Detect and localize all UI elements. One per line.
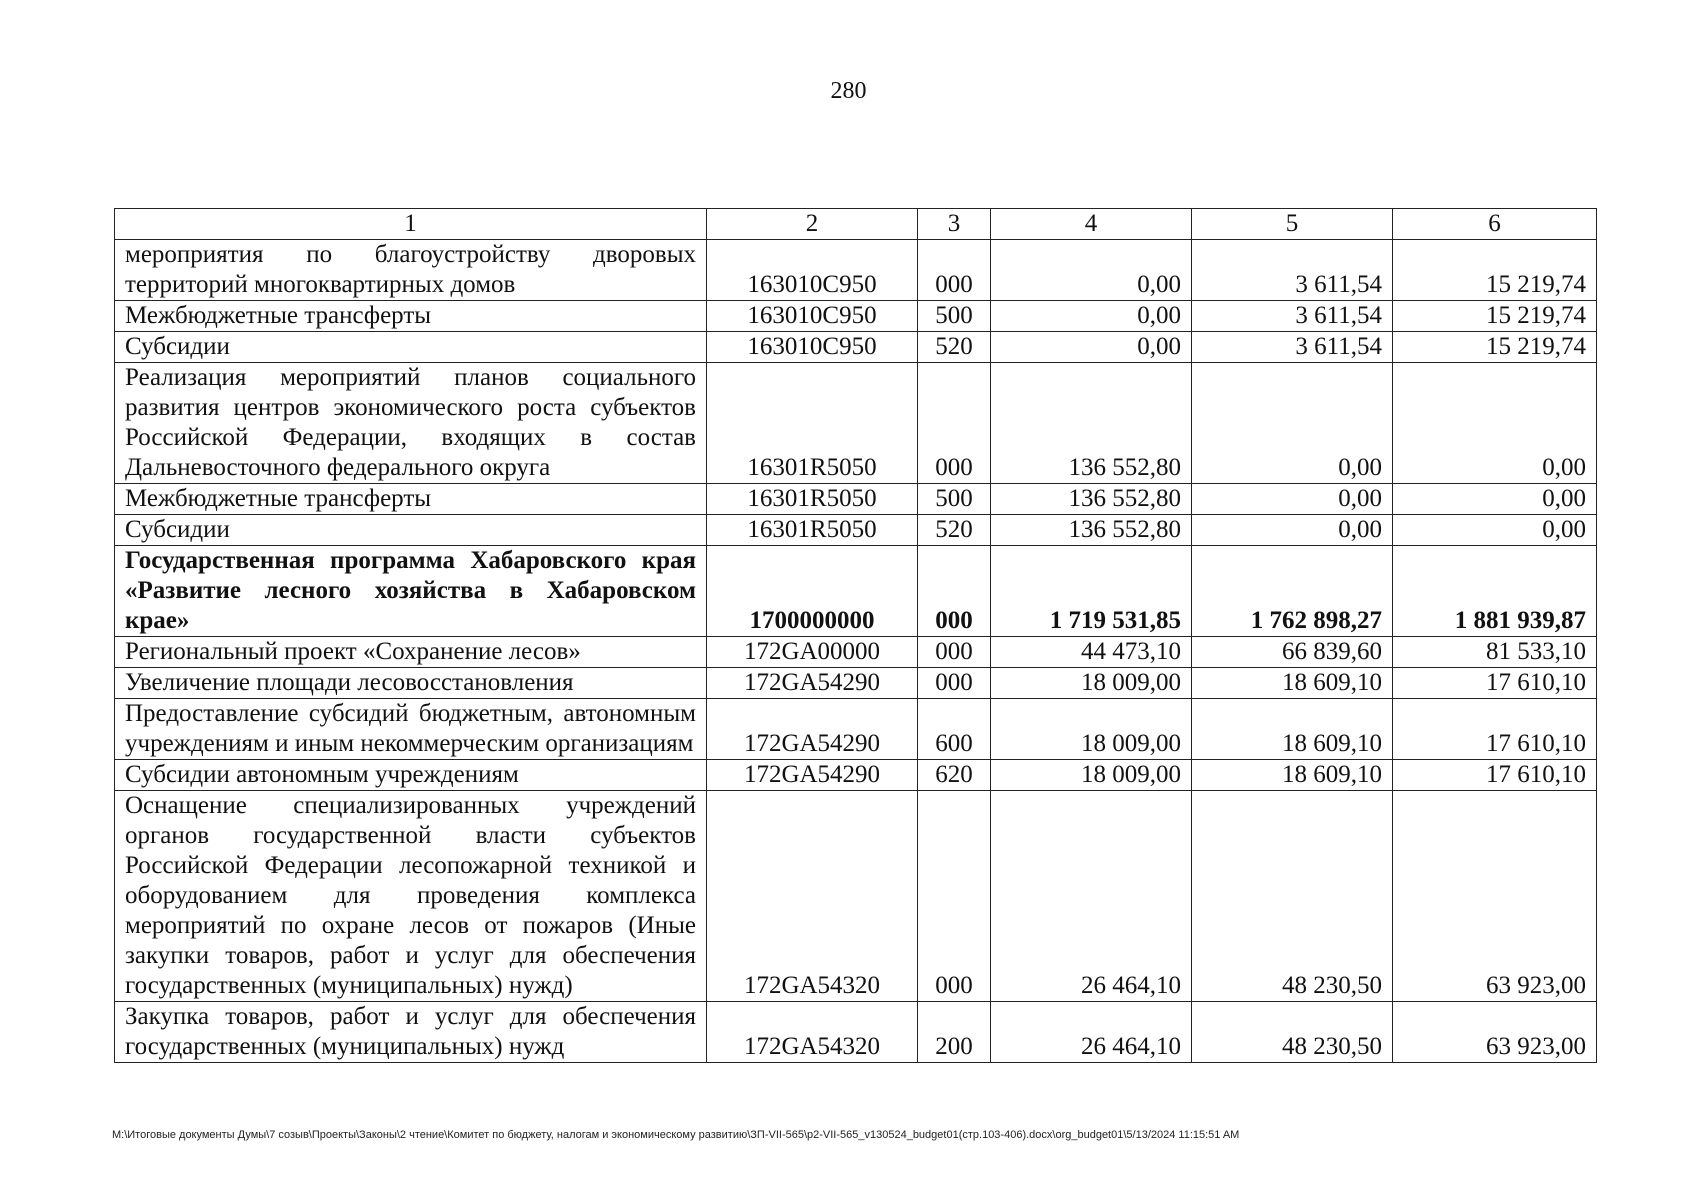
header-row <box>115 209 1597 240</box>
table-row <box>115 240 1597 301</box>
row-name-cell: Субсидии автономным учреждениям <box>115 760 707 791</box>
amount-col5-cell: 18 609,10 <box>1192 760 1393 791</box>
table-row <box>115 699 1597 760</box>
amount-col6-cell: 15 219,74 <box>1393 240 1597 301</box>
amount-col5-cell: 3 611,54 <box>1192 240 1393 301</box>
target-code-cell: 1700000000 <box>707 546 918 637</box>
amount-col5-cell: 0,00 <box>1192 363 1393 484</box>
table-row <box>115 760 1597 791</box>
target-code-cell: 163010С950 <box>707 301 918 332</box>
target-code-cell: 172GA54290 <box>707 668 918 699</box>
table-row <box>115 791 1597 1002</box>
row-name-cell: Реализация мероприятий планов социального развития центров экономического роста субъектов Российской Федерации, входящих в состав Дальневосточного федерального округа <box>115 363 707 484</box>
amount-col5-cell: 0,00 <box>1192 515 1393 546</box>
amount-col6-cell: 1 881 939,87 <box>1393 546 1597 637</box>
footer-path: M:\Итоговые документы Думы\7 созыв\Проекты\Законы\2 чтение\Комитет по бюджету, налогам и экономическому развитию\ЗП-VII-565\р2-VII-565_v130524_budget01(стр.103-406).docx\org_budget01\5/13/2024 11:15:51 AM <box>112 1129 1240 1141</box>
row-name-cell: мероприятия по благоустройству дворовых территорий многоквартирных домов <box>115 240 707 301</box>
row-name-cell: Оснащение специализированных учреждений органов государственной власти субъектов Российской Федерации лесопожарной техникой и оборудованием для проведения комплекса мероприятий по охране лесов от пожаров (Иные закупки товаров, работ и услуг для обеспечения государственных (муниципальных) нужд) <box>115 791 707 1002</box>
amount-col6-cell: 0,00 <box>1393 363 1597 484</box>
amount-col4-cell: 26 464,10 <box>991 1002 1192 1063</box>
target-code-cell: 16301R5050 <box>707 515 918 546</box>
expense-type-cell: 620 <box>918 760 991 791</box>
table-row <box>115 637 1597 668</box>
amount-col6-cell: 63 923,00 <box>1393 1002 1597 1063</box>
expense-type-cell: 520 <box>918 332 991 363</box>
amount-col5-cell: 1 762 898,27 <box>1192 546 1393 637</box>
expense-type-cell: 000 <box>918 637 991 668</box>
amount-col5-cell: 0,00 <box>1192 484 1393 515</box>
table-row <box>115 546 1597 637</box>
amount-col6-cell: 17 610,10 <box>1393 760 1597 791</box>
target-code-cell: 172GA00000 <box>707 637 918 668</box>
table-row <box>115 332 1597 363</box>
amount-col5-cell: 18 609,10 <box>1192 699 1393 760</box>
page-number: 280 <box>830 78 867 104</box>
amount-col4-cell: 18 009,00 <box>991 699 1192 760</box>
header-cell: 5 <box>1192 209 1393 240</box>
amount-col6-cell: 0,00 <box>1393 515 1597 546</box>
amount-col6-cell: 15 219,74 <box>1393 332 1597 363</box>
amount-col4-cell: 44 473,10 <box>991 637 1192 668</box>
amount-col6-cell: 17 610,10 <box>1393 699 1597 760</box>
target-code-cell: 172GA54320 <box>707 791 918 1002</box>
table-body <box>115 240 1597 1063</box>
amount-col4-cell: 18 009,00 <box>991 668 1192 699</box>
header-cell: 3 <box>918 209 991 240</box>
row-name-cell: Межбюджетные трансферты <box>115 301 707 332</box>
table-row <box>115 1002 1597 1063</box>
target-code-cell: 16301R5050 <box>707 363 918 484</box>
expense-type-cell: 000 <box>918 363 991 484</box>
amount-col4-cell: 26 464,10 <box>991 791 1192 1002</box>
amount-col6-cell: 81 533,10 <box>1393 637 1597 668</box>
expense-type-cell: 520 <box>918 515 991 546</box>
amount-col4-cell: 136 552,80 <box>991 484 1192 515</box>
target-code-cell: 16301R5050 <box>707 484 918 515</box>
amount-col6-cell: 15 219,74 <box>1393 301 1597 332</box>
target-code-cell: 172GA54290 <box>707 760 918 791</box>
expense-type-cell: 200 <box>918 1002 991 1063</box>
target-code-cell: 172GA54290 <box>707 699 918 760</box>
amount-col4-cell: 136 552,80 <box>991 363 1192 484</box>
header-cell: 1 <box>115 209 707 240</box>
expense-type-cell: 000 <box>918 546 991 637</box>
row-name-cell: Предоставление субсидий бюджетным, автономным учреждениям и иным некоммерческим организациям <box>115 699 707 760</box>
amount-col6-cell: 0,00 <box>1393 484 1597 515</box>
row-name-cell: Государственная программа Хабаровского края «Развитие лесного хозяйства в Хабаровском крае» <box>115 546 707 637</box>
amount-col5-cell: 3 611,54 <box>1192 301 1393 332</box>
header-cell: 6 <box>1393 209 1597 240</box>
amount-col6-cell: 63 923,00 <box>1393 791 1597 1002</box>
amount-col6-cell: 17 610,10 <box>1393 668 1597 699</box>
expense-type-cell: 000 <box>918 668 991 699</box>
row-name-cell: Региональный проект «Сохранение лесов» <box>115 637 707 668</box>
target-code-cell: 163010С950 <box>707 332 918 363</box>
target-code-cell: 163010С950 <box>707 240 918 301</box>
amount-col5-cell: 48 230,50 <box>1192 791 1393 1002</box>
table-row <box>115 363 1597 484</box>
expense-type-cell: 500 <box>918 301 991 332</box>
amount-col4-cell: 1 719 531,85 <box>991 546 1192 637</box>
amount-col4-cell: 0,00 <box>991 240 1192 301</box>
amount-col5-cell: 18 609,10 <box>1192 668 1393 699</box>
amount-col5-cell: 66 839,60 <box>1192 637 1393 668</box>
table-row <box>115 515 1597 546</box>
expense-type-cell: 000 <box>918 791 991 1002</box>
amount-col5-cell: 3 611,54 <box>1192 332 1393 363</box>
row-name-cell: Межбюджетные трансферты <box>115 484 707 515</box>
table-row <box>115 668 1597 699</box>
amount-col4-cell: 18 009,00 <box>991 760 1192 791</box>
amount-col4-cell: 136 552,80 <box>991 515 1192 546</box>
row-name-cell: Закупка товаров, работ и услуг для обеспечения государственных (муниципальных) нужд <box>115 1002 707 1063</box>
budget-table <box>114 208 1597 1063</box>
table-row <box>115 484 1597 515</box>
expense-type-cell: 600 <box>918 699 991 760</box>
expense-type-cell: 500 <box>918 484 991 515</box>
amount-col4-cell: 0,00 <box>991 332 1192 363</box>
table-row <box>115 301 1597 332</box>
header-cell: 2 <box>707 209 918 240</box>
row-name-cell: Субсидии <box>115 332 707 363</box>
target-code-cell: 172GA54320 <box>707 1002 918 1063</box>
expense-type-cell: 000 <box>918 240 991 301</box>
row-name-cell: Увеличение площади лесовосстановления <box>115 668 707 699</box>
amount-col5-cell: 48 230,50 <box>1192 1002 1393 1063</box>
amount-col4-cell: 0,00 <box>991 301 1192 332</box>
header-cell: 4 <box>991 209 1192 240</box>
row-name-cell: Субсидии <box>115 515 707 546</box>
